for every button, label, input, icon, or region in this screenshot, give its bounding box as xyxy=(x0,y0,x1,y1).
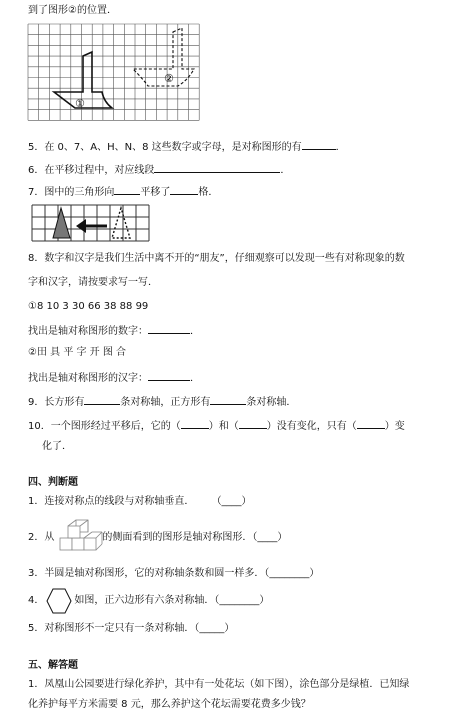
judge-3 xyxy=(28,567,319,581)
q8-line2: 字和汉字，请按要求写一写． xyxy=(28,277,158,288)
triangle-strip-figure xyxy=(32,205,152,241)
q8-char-list: ②田 具 平 字 开 图 合 xyxy=(28,347,127,358)
j1-answer-paren[interactable]: （____） xyxy=(211,496,252,507)
q7-text-b: 平移了 xyxy=(140,187,171,198)
q9-text-a: 9．长方形有 xyxy=(28,397,85,408)
question-5 xyxy=(28,139,346,155)
q8-blank-numbers[interactable] xyxy=(148,323,190,334)
question-9 xyxy=(28,394,296,410)
shape-1-label: ① xyxy=(75,97,85,110)
q7-text-a: 7．图中的三角形向 xyxy=(28,187,115,198)
cube-stack-figure xyxy=(58,518,104,556)
q8-ask2-end: ． xyxy=(190,373,200,384)
question-10-line1 xyxy=(28,418,405,434)
triangle-original xyxy=(53,208,70,238)
solve-1-line2: 化养护每平方米需要 8 元，那么养护这个花坛需要花费多少钱？ xyxy=(28,699,311,710)
q10-text-a: 10．一个图形经过平移后，它的（ xyxy=(28,421,181,432)
j4-answer-paren[interactable]: （________） xyxy=(214,595,270,606)
q8-ask-numbers xyxy=(28,323,200,339)
q8-ask2-text: 找出是轴对称图形的汉字： xyxy=(28,373,148,384)
q8-line1: 8．数字和汉字是我们生活中离不开的“朋友”，仔细观察可以发现一些有对称现象的数 xyxy=(28,253,405,264)
triangle-translated xyxy=(112,208,130,238)
j3-text: 3．半圆是轴对称图形，它的对称轴条数和圆一样多． xyxy=(28,568,265,579)
question-10-line2: 化了． xyxy=(42,441,72,452)
section-4-title: 四、判断题 xyxy=(28,477,78,488)
q8-number-list: ①8 10 3 30 66 38 88 99 xyxy=(28,301,149,312)
q8-ask1-text: 找出是轴对称图形的数字： xyxy=(28,326,148,337)
q5-text: 5．在 0、7、A、H、N、8 这些数字或字母，是对称图形的有 xyxy=(28,142,302,153)
q10-text-d: ）变 xyxy=(384,421,405,432)
q10-blank-1[interactable] xyxy=(181,418,209,429)
intro-line: 到了图形②的位置． xyxy=(28,5,117,16)
translation-grid-figure xyxy=(28,24,204,124)
shape-2-label: ② xyxy=(164,72,174,85)
hexagon-figure xyxy=(46,588,72,614)
j5-answer-paren[interactable]: （_____） xyxy=(194,623,235,634)
j2-text-a: 2．从 xyxy=(28,532,55,543)
judge-5 xyxy=(28,622,234,636)
j3-answer-paren[interactable]: （________） xyxy=(264,568,320,579)
j2-text-b: 的侧面看到的图形是轴对称图形． xyxy=(102,532,253,543)
q10-text-c: ）没有变化，只有（ xyxy=(266,421,357,432)
j4-text-a: 4． xyxy=(28,595,45,606)
q8-ask1-end: ． xyxy=(190,326,200,337)
q10-text-b: ）和（ xyxy=(208,421,239,432)
q10-blank-3[interactable] xyxy=(357,418,385,429)
judge-1 xyxy=(28,495,252,509)
q6-end: ． xyxy=(280,165,291,176)
q9-blank-rect[interactable] xyxy=(84,394,120,405)
q10-blank-2[interactable] xyxy=(239,418,267,429)
q5-blank[interactable] xyxy=(302,139,336,150)
question-6 xyxy=(28,162,290,178)
q5-end: ． xyxy=(335,142,346,153)
q7-blank-direction[interactable] xyxy=(114,184,140,195)
solve-1-line1: 1．凤凰山公园要进行绿化养护，其中有一处花坛（如下图），涂色部分是绿植．已知绿 xyxy=(28,679,410,690)
q9-blank-square[interactable] xyxy=(210,394,246,405)
q7-blank-squares[interactable] xyxy=(170,184,198,195)
hexagon-icon xyxy=(47,589,71,613)
q6-blank[interactable] xyxy=(154,162,280,173)
j1-text: 1．连接对称点的线段与对称轴垂直． xyxy=(28,496,195,507)
q8-ask-chars xyxy=(28,370,200,386)
j5-text: 5．对称图形不一定只有一条对称轴． xyxy=(28,623,195,634)
q7-text-c: 格． xyxy=(198,187,219,198)
j2-answer-paren[interactable]: （____） xyxy=(252,532,288,543)
q9-text-b: 条对称轴，正方形有 xyxy=(120,397,211,408)
q9-text-c: 条对称轴． xyxy=(246,397,297,408)
j4-text-b: 如图，正六边形有六条对称轴． xyxy=(74,595,215,606)
q8-blank-chars[interactable] xyxy=(148,370,190,381)
q6-text: 6．在平移过程中，对应线段 xyxy=(28,165,155,176)
section-5-title: 五、解答题 xyxy=(28,660,78,671)
question-7 xyxy=(28,184,218,200)
arrow-left-icon xyxy=(76,219,86,233)
